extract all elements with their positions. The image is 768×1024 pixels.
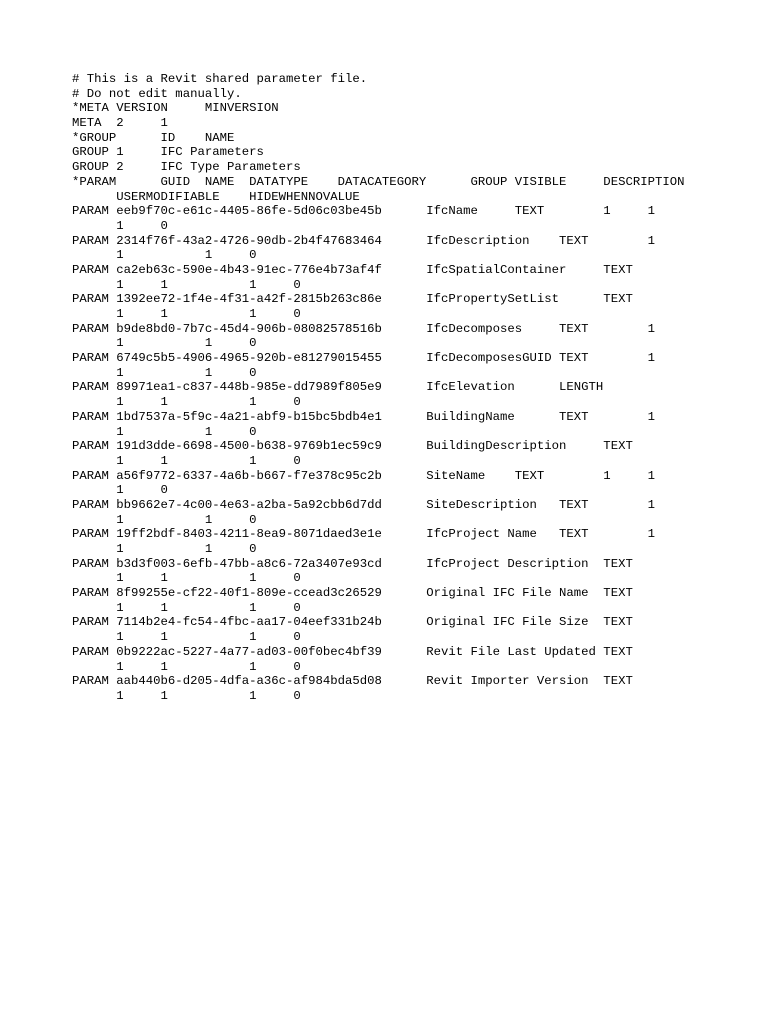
param-line: PARAM 8f99255e-cf22-40f1-809e-ccead3c26529 Original IFC File Name TEXT — [72, 586, 633, 601]
continuation-line: 1 0 — [72, 483, 168, 498]
continuation-line: 1 1 1 0 — [72, 659, 301, 674]
continuation-line: 1 1 0 — [72, 365, 257, 380]
continuation-line: 1 1 0 — [72, 248, 257, 263]
continuation-line: 1 1 1 0 — [72, 571, 301, 586]
meta-line: META 2 1 — [72, 116, 168, 131]
param-line: PARAM 89971ea1-c837-448b-985e-dd7989f805e9 IfcElevation LENGTH — [72, 380, 604, 395]
param-line: PARAM a56f9772-6337-4a6b-b667-f7e378c95c2b SiteName TEXT 1 1 — [72, 468, 655, 483]
continuation-line: 1 1 1 0 — [72, 307, 301, 321]
param-line: PARAM 191d3dde-6698-4500-b638-9769b1ec59c9 BuildingDescription TEXT — [72, 439, 633, 454]
param-line: PARAM 6749c5b5-4906-4965-920b-e81279015455 IfcDecomposesGUID TEXT 1 — [72, 351, 655, 366]
param-line: PARAM 1bd7537a-5f9c-4a21-abf9-b15bc5bdb4e1 BuildingName TEXT 1 — [72, 409, 655, 424]
header-line: *META VERSION MINVERSION — [72, 101, 279, 116]
continuation-line: 1 1 1 0 — [72, 453, 301, 468]
param-line: PARAM eeb9f70c-e61c-4405-86fe-5d06c03be45b IfcName TEXT 1 1 — [72, 204, 655, 219]
header-line: *GROUP ID NAME — [72, 130, 235, 145]
continuation-line: 1 0 — [72, 218, 168, 233]
group-line: GROUP 2 IFC Type Parameters — [72, 160, 301, 175]
continuation-line: 1 1 0 — [72, 512, 257, 527]
param-line: PARAM 0b9222ac-5227-4a77-ad03-00f0bec4bf39 Revit File Last Updated TEXT — [72, 644, 633, 659]
param-line: PARAM 2314f76f-43a2-4726-90db-2b4f47683464 IfcDescription TEXT 1 — [72, 233, 655, 248]
continuation-line: 1 1 0 — [72, 424, 257, 439]
param-line: PARAM 7114b2e4-fc54-4fbc-aa17-04eef331b24b Original IFC File Size TEXT — [72, 615, 633, 630]
param-line: PARAM 19ff2bdf-8403-4211-8ea9-8071daed3e1e IfcProject Name TEXT 1 — [72, 527, 655, 542]
continuation-line: 1 1 1 0 — [72, 277, 301, 292]
continuation-line: USERMODIFIABLE HIDEWHENNOVALUE — [72, 189, 360, 204]
continuation-line: 1 1 0 — [72, 542, 257, 556]
continuation-line: 1 1 1 0 — [72, 630, 301, 645]
shared-parameter-file-text — [72, 72, 752, 704]
continuation-line: 1 1 1 0 — [72, 688, 301, 703]
continuation-line: 1 1 1 0 — [72, 395, 301, 410]
param-line: PARAM b9de8bd0-7b7c-45d4-906b-08082578516b IfcDecomposes TEXT 1 — [72, 321, 655, 336]
header-line: *PARAM GUID NAME DATATYPE DATACATEGORY GROUP VISIBLE DESCRIPTION — [72, 174, 685, 189]
continuation-line: 1 1 1 0 — [72, 600, 301, 615]
param-line: PARAM bb9662e7-4c00-4e63-a2ba-5a92cbb6d7dd SiteDescription TEXT 1 — [72, 497, 655, 512]
param-line: PARAM ca2eb63c-590e-4b43-91ec-776e4b73af4f IfcSpatialContainer TEXT — [72, 262, 633, 277]
comment-line: # This is a Revit shared parameter file. — [72, 72, 368, 86]
comment-line: # Do not edit manually. — [72, 86, 242, 101]
group-line: GROUP 1 IFC Parameters — [72, 145, 264, 160]
continuation-line: 1 1 0 — [72, 336, 257, 351]
param-line: PARAM 1392ee72-1f4e-4f31-a42f-2815b263c86e IfcPropertySetList TEXT — [72, 292, 633, 307]
param-line: PARAM aab440b6-d205-4dfa-a36c-af984bda5d08 Revit Importer Version TEXT — [72, 674, 633, 689]
param-line: PARAM b3d3f003-6efb-47bb-a8c6-72a3407e93cd IfcProject Description TEXT — [72, 556, 633, 571]
